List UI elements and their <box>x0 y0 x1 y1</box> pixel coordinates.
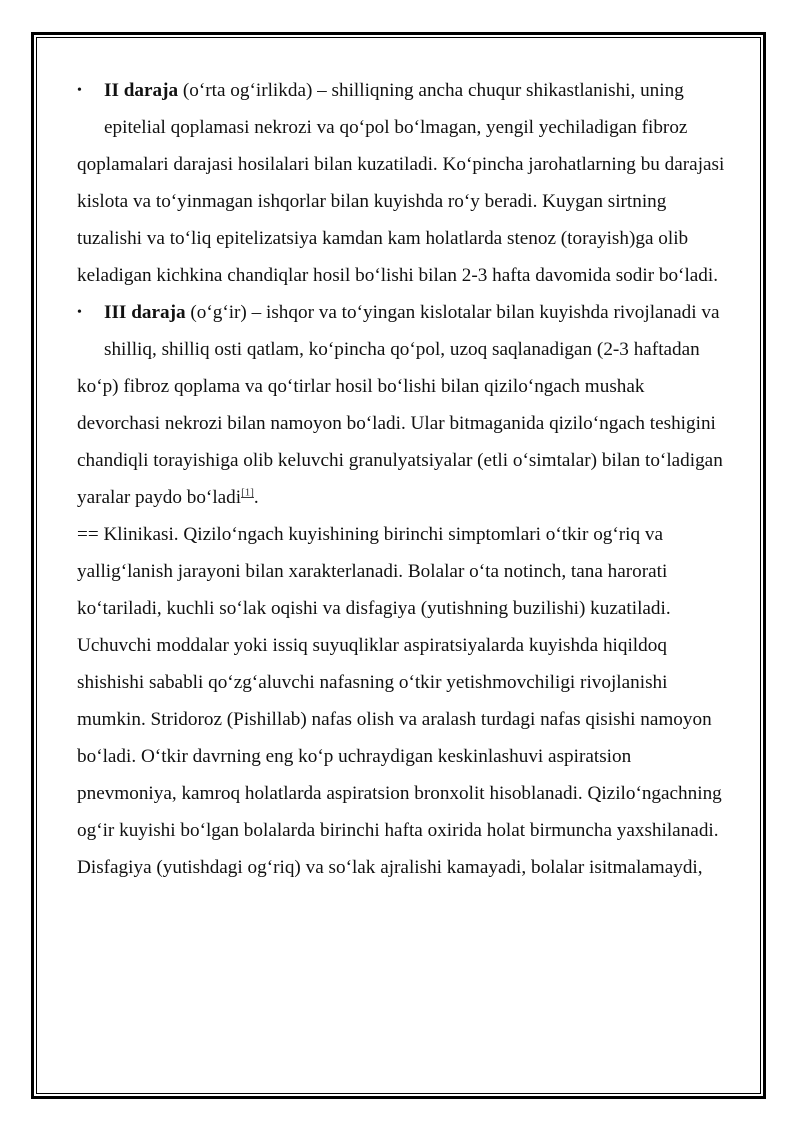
bullet-text: (o‘rta og‘irlikda) – shilliqning ancha chuqur shikastlanishi, uning epitelial qoplamasi nekrozi va qo‘pol bo‘lmagan, yengil yechiladigan fibroz <box>104 80 688 138</box>
paragraph-text: == Klinikasi. Qizilo‘ngach kuyishining birinchi simptomlari o‘tkir og‘riq va yallig‘lanish jarayoni bilan xarakterlanadi. Bolalar o‘ta notinch, tana harorati ko‘tariladi, kuchli so‘lak oqishi va disfagiya (yutishning buzilishi) kuzatiladi. Uchuvchi moddalar yoki issiq suyuqliklar aspiratsiyalarda kuyishda hiqildoq shishishi sababli qo‘zg‘aluvchi nafasning o‘tkir yetishmovchiligi rivojlanishi mumkin. Stridoroz (Pishillab) nafas olish va aralash turdagi nafas qisishi namoyon bo‘ladi. O‘tkir davrning eng ko‘p uchraydigan keskinlashuvi aspiratsion pnevmoniya, kamroq holatlarda aspiratsion bronxolit hisoblanadi. Qizilo‘ngachning og‘ir kuyishi bo‘lgan bolalarda birinchi hafta oxirida holat birmuncha yaxshilanadi. Disfagiya (yutishdagi og‘riq) va so‘lak ajralishi kamayadi, bolalar isitmalamaydi, <box>77 524 722 878</box>
bullet-icon: • <box>77 83 82 98</box>
bullet-text: (o‘g‘ir) – ishqor va to‘yingan kislotalar bilan kuyishda rivojlanadi va shilliq, shilliq osti qatlam, ko‘pincha qo‘pol, uzoq saqlanadigan (2-3 haftadan <box>104 302 720 360</box>
paragraph-tail: . <box>253 487 259 508</box>
bullet-item-degree-3 <box>77 294 727 368</box>
paragraph-text: ko‘p) fibroz qoplama va qo‘tirlar hosil bo‘lishi bilan qizilo‘ngach mushak devorchasi nekrozi bilan namoyon bo‘ladi. Ular bitmaganida qizilo‘ngach teshigini chandiqli torayishiga olib keluvchi granulyatsiyalar (etli o‘simtalar) bilan to‘ladigan yaralar paydo bo‘ladi <box>77 376 723 508</box>
paragraph-clinical <box>77 516 727 886</box>
paragraph-degree-3-continued <box>77 368 727 516</box>
reference-link[interactable]: [1] <box>241 486 254 499</box>
document-body <box>77 72 727 886</box>
bullet-heading: II daraja <box>104 80 179 101</box>
bullet-heading: III daraja <box>104 302 186 323</box>
paragraph-degree-2-continued <box>77 146 727 294</box>
bullet-icon: • <box>77 305 82 320</box>
paragraph-text: qoplamalari darajasi hosilalari bilan kuzatiladi. Ko‘pincha jarohatlarning bu darajasi kislota va to‘yinmagan ishqorlar bilan kuyishda ro‘y beradi. Kuygan sirtning tuzalishi va to‘liq epitelizatsiya kamdan kam holatlarda stenoz (torayish)ga olib keladigan kichkina chandiqlar hosil bo‘lishi bilan 2-3 hafta davomida sodir bo‘ladi. <box>77 154 725 286</box>
bullet-item-degree-2 <box>77 72 727 146</box>
